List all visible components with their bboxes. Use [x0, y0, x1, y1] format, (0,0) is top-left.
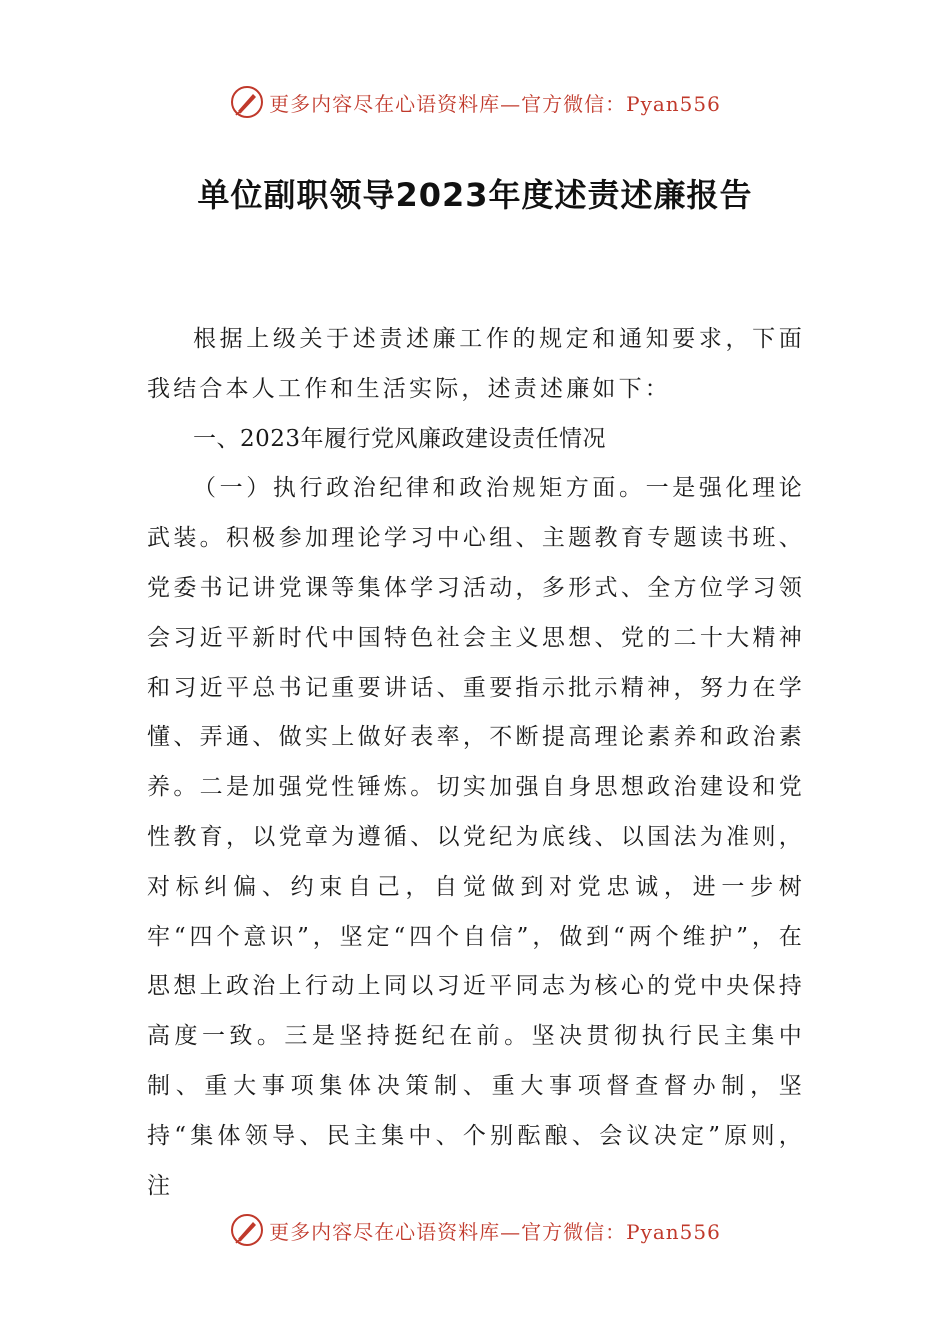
page-title: 单位副职领导2023年度述责述廉报告: [197, 176, 753, 214]
footer-watermark-banner: [0, 1210, 950, 1250]
document-body: [147, 315, 805, 1211]
watermark-text: 更多内容尽在心语资料库—官方微信：Pyan556: [269, 1219, 721, 1244]
pen-circle-logo-icon: [229, 84, 265, 120]
body-paragraph: （一）执行政治纪律和政治规矩方面。一是强化理论武装。积极参加理论学习中心组、主题教育专题读书班、党委书记讲党课等集体学习活动，多形式、全方位学习领会习近平新时代中国特色社会主义思想、党的二十大精神和习近平总书记重要讲话、重要指示批示精神，努力在学懂、弄通、做实上做好表率，不断提高理论素养和政治素养。二是加强党性锤炼。切实加强自身思想政治建设和党性教育，以党章为遵循、以党纪为底线、以国法为准则，对标纠偏、约束自己，自觉做到对党忠诚，进一步树牢“四个意识”，坚定“四个自信”，做到“两个维护”，在思想上政治上行动上同以习近平同志为核心的党中央保持高度一致。三是坚持挺纪在前。坚决贯彻执行民主集中制、重大事项集体决策制、重大事项督查督办制，坚持“集体领导、民主集中、个别酝酿、会议决定”原则，注: [147, 475, 805, 1199]
section-heading: 一、2023年履行党风廉政建设责任情况: [193, 425, 607, 452]
pen-circle-logo-icon: [229, 1212, 265, 1248]
header-watermark-banner: [0, 82, 950, 122]
intro-paragraph: 根据上级关于述责述廉工作的规定和通知要求，下面我结合本人工作和生活实际，述责述廉如下：: [147, 326, 805, 402]
watermark-text: 更多内容尽在心语资料库—官方微信：Pyan556: [269, 91, 721, 116]
